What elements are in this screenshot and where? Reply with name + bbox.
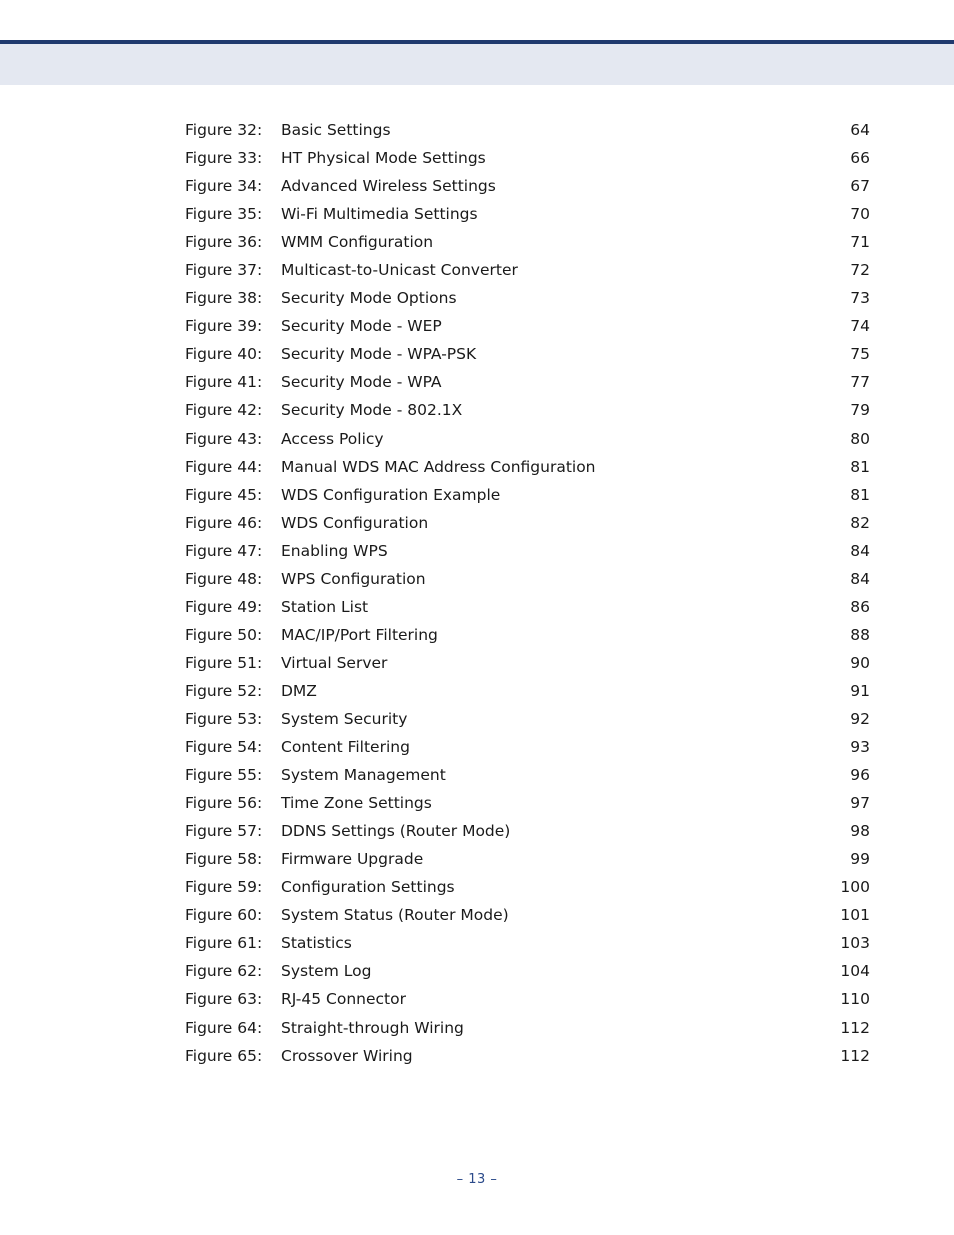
figure-title[interactable]: Security Mode - 802.1X — [281, 401, 463, 420]
toc-entry[interactable] — [185, 649, 870, 677]
figure-title[interactable]: RJ-45 Connector — [281, 990, 406, 1009]
figure-label: Figure 47: — [185, 541, 263, 560]
header-band — [0, 44, 954, 85]
figure-label: Figure 57: — [185, 822, 263, 841]
figure-label: Figure 49: — [185, 597, 263, 616]
toc-entry[interactable] — [185, 705, 870, 733]
figure-page-number[interactable]: 91 — [850, 681, 870, 700]
figure-title[interactable]: Virtual Server — [281, 653, 388, 672]
figure-title[interactable]: System Log — [281, 962, 372, 981]
figure-page-number[interactable]: 81 — [850, 485, 870, 504]
figure-label: Figure 32: — [185, 121, 263, 139]
toc-entry[interactable] — [185, 368, 870, 396]
figure-title[interactable]: DMZ — [281, 681, 317, 700]
toc-entry[interactable] — [185, 565, 870, 593]
toc-entry[interactable] — [185, 172, 870, 200]
figure-label: Figure 62: — [185, 962, 263, 981]
figure-label: Figure 40: — [185, 345, 263, 364]
figure-title[interactable]: Station List — [281, 597, 369, 616]
figure-label: Figure 42: — [185, 401, 263, 420]
figure-title[interactable]: Access Policy — [281, 429, 384, 448]
figure-page-number[interactable]: 86 — [850, 597, 870, 616]
figure-title[interactable]: Security Mode Options — [281, 289, 457, 308]
list-of-figures — [185, 116, 870, 1070]
toc-entry[interactable] — [185, 340, 870, 368]
toc-entry[interactable] — [185, 144, 870, 172]
toc-entry[interactable] — [185, 509, 870, 537]
figure-title[interactable]: Straight-through Wiring — [281, 1018, 464, 1037]
toc-entry[interactable] — [185, 228, 870, 256]
toc-entry[interactable] — [185, 761, 870, 789]
figure-title[interactable]: Configuration Settings — [281, 878, 455, 897]
figure-page-number[interactable]: 72 — [850, 261, 870, 280]
toc-entry[interactable] — [185, 621, 870, 649]
figure-label: Figure 37: — [185, 261, 263, 280]
figure-title[interactable]: WPS Configuration — [281, 569, 426, 588]
figure-label: Figure 34: — [185, 177, 263, 196]
figure-page-number[interactable]: 97 — [850, 794, 870, 813]
toc-entry[interactable] — [185, 396, 870, 424]
figure-page-number[interactable]: 88 — [850, 625, 870, 644]
figure-title[interactable]: Manual WDS MAC Address Configuration — [281, 457, 596, 476]
toc-entry[interactable] — [185, 284, 870, 312]
figure-page-number[interactable]: 67 — [850, 177, 870, 196]
figure-title[interactable]: System Management — [281, 766, 446, 785]
figure-page-number[interactable]: 84 — [850, 541, 870, 560]
figure-label: Figure 63: — [185, 990, 263, 1009]
figure-page-number[interactable]: 73 — [850, 289, 870, 308]
figure-label: Figure 61: — [185, 934, 263, 953]
figure-title[interactable]: DDNS Settings (Router Mode) — [281, 822, 511, 841]
figure-title[interactable]: Firmware Upgrade — [281, 850, 424, 869]
figure-title[interactable]: MAC/IP/Port Filtering — [281, 625, 438, 644]
figure-page-number[interactable]: 98 — [850, 822, 870, 841]
figure-label: Figure 50: — [185, 625, 263, 644]
figure-label: Figure 38: — [185, 289, 263, 308]
figure-label: Figure 39: — [185, 317, 263, 336]
toc-entry[interactable] — [185, 537, 870, 565]
figure-page-number[interactable]: 110 — [840, 990, 870, 1009]
figure-page-number[interactable]: 84 — [850, 569, 870, 588]
figure-label: Figure 60: — [185, 906, 263, 925]
figure-label: Figure 35: — [185, 205, 263, 224]
figure-title[interactable]: Wi-Fi Multimedia Settings — [281, 205, 478, 224]
figure-label: Figure 64: — [185, 1018, 263, 1037]
figure-page-number[interactable]: 66 — [850, 149, 870, 168]
figure-page-number[interactable]: 112 — [840, 1018, 870, 1037]
figure-label: Figure 51: — [185, 653, 263, 672]
figure-label: Figure 43: — [185, 429, 263, 448]
toc-entry[interactable] — [185, 593, 870, 621]
toc-entry[interactable] — [185, 481, 870, 509]
figure-page-number[interactable]: 80 — [850, 429, 870, 448]
figure-title[interactable]: Security Mode - WPA — [281, 373, 442, 392]
toc-entry[interactable] — [185, 677, 870, 705]
figure-label: Figure 65: — [185, 1046, 263, 1065]
figure-title[interactable]: Time Zone Settings — [281, 794, 432, 813]
figure-title[interactable]: System Security — [281, 709, 408, 728]
toc-entry[interactable] — [185, 901, 870, 929]
figure-label: Figure 33: — [185, 149, 263, 168]
toc-entry[interactable] — [185, 929, 870, 957]
figure-title[interactable]: WDS Configuration — [281, 513, 429, 532]
toc-entry[interactable] — [185, 817, 870, 845]
toc-entry[interactable] — [185, 957, 870, 985]
figure-title[interactable]: Basic Settings — [281, 121, 391, 139]
figure-label: Figure 56: — [185, 794, 263, 813]
figure-title[interactable]: Security Mode - WPA-PSK — [281, 345, 477, 364]
toc-entry[interactable] — [185, 453, 870, 481]
figure-title[interactable]: Crossover Wiring — [281, 1046, 413, 1065]
figure-page-number[interactable]: 93 — [850, 738, 870, 757]
toc-entry[interactable] — [185, 200, 870, 228]
toc-entry[interactable] — [185, 1042, 870, 1070]
figure-label: Figure 48: — [185, 569, 263, 588]
figure-page-number[interactable]: 92 — [850, 709, 870, 728]
figure-page-number[interactable]: 104 — [840, 962, 870, 981]
page-number: – 13 – — [456, 1172, 498, 1187]
figure-label: Figure 59: — [185, 878, 263, 897]
figure-title[interactable]: Enabling WPS — [281, 541, 388, 560]
figure-title[interactable]: Statistics — [281, 934, 352, 953]
figure-page-number[interactable]: 103 — [840, 934, 870, 953]
figure-page-number[interactable]: 79 — [850, 401, 870, 420]
figure-label: Figure 36: — [185, 233, 263, 252]
toc-entry[interactable] — [185, 789, 870, 817]
figure-label: Figure 46: — [185, 513, 263, 532]
figure-label: Figure 54: — [185, 738, 263, 757]
figure-page-number[interactable]: 77 — [850, 373, 870, 392]
toc-entry[interactable] — [185, 256, 870, 284]
figure-page-number[interactable]: 81 — [850, 457, 870, 476]
figure-title[interactable]: WMM Configuration — [281, 233, 434, 252]
figure-title[interactable]: Advanced Wireless Settings — [281, 177, 496, 196]
figure-page-number[interactable]: 82 — [850, 513, 870, 532]
toc-entry[interactable] — [185, 985, 870, 1013]
figure-page-number[interactable]: 64 — [850, 121, 870, 139]
figure-title[interactable]: WDS Configuration Example — [281, 485, 501, 504]
figure-title[interactable]: System Status (Router Mode) — [281, 906, 509, 925]
figure-label: Figure 45: — [185, 485, 263, 504]
figure-title[interactable]: Security Mode - WEP — [281, 317, 442, 336]
toc-entry[interactable] — [185, 1014, 870, 1042]
figure-label: Figure 53: — [185, 709, 263, 728]
toc-entry[interactable] — [185, 845, 870, 873]
figure-page-number[interactable]: 101 — [840, 906, 870, 925]
figure-page-number[interactable]: 96 — [850, 766, 870, 785]
figure-page-number[interactable]: 112 — [840, 1046, 870, 1065]
figure-label: Figure 55: — [185, 766, 263, 785]
figure-page-number[interactable]: 74 — [850, 317, 870, 336]
figure-label: Figure 58: — [185, 850, 263, 869]
figure-page-number[interactable]: 99 — [850, 850, 870, 869]
toc-entry[interactable] — [185, 312, 870, 340]
figure-page-number[interactable]: 75 — [850, 345, 870, 364]
figure-title[interactable]: Multicast-to-Unicast Converter — [281, 261, 518, 280]
figure-page-number[interactable]: 100 — [840, 878, 870, 897]
toc-entry[interactable] — [185, 733, 870, 761]
toc-entry[interactable] — [185, 873, 870, 901]
figure-title[interactable]: HT Physical Mode Settings — [281, 149, 486, 168]
figure-label: Figure 44: — [185, 457, 263, 476]
figure-page-number[interactable]: 90 — [850, 653, 870, 672]
toc-entry[interactable] — [185, 425, 870, 453]
figure-page-number[interactable]: 71 — [850, 233, 870, 252]
figure-title[interactable]: Content Filtering — [281, 738, 410, 757]
toc-entry[interactable] — [185, 116, 870, 144]
figure-page-number[interactable]: 70 — [850, 205, 870, 224]
figure-label: Figure 41: — [185, 373, 263, 392]
figure-label: Figure 52: — [185, 681, 263, 700]
